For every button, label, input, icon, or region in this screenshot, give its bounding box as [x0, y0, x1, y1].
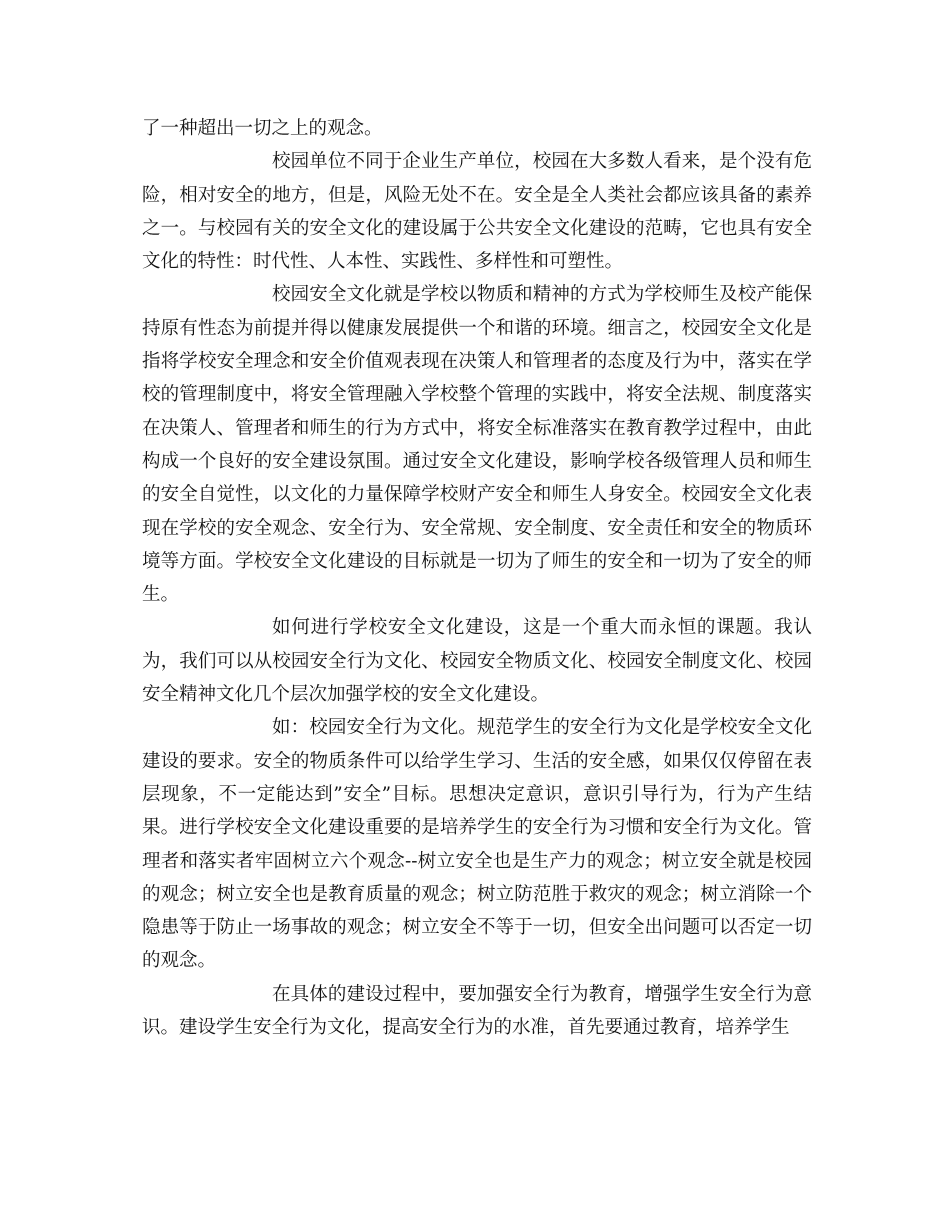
paragraph-4: 如何进行学校安全文化建设，这是一个重大而永恒的课题。我认为，我们可以从校园安全行为文化、校园安全物质文化、校园安全制度文化、校园安全精神文化几个层次加强学校的安全文化建设。	[142, 617, 812, 706]
paragraph-5: 如：校园安全行为文化。规范学生的安全行为文化是学校安全文化建设的要求。安全的物质条件可以给学生学习、生活的安全感，如果仅仅停留在表层现象，不一定能达到”安全”目标。思想决定意识，意识引导行为，行为产生结果。进行学校安全文化建设重要的是培养学生的安全行为习惯和安全行为文化。管理者和落实者牢固树立六个观念--树立安全也是生产力的观念；树立安全就是校园的观念；树立安全也是教育质量的观念；树立防范胜于救灾的观念；树立消除一个隐患等于防止一场事故的观念；树立安全不等于一切，但安全出问题可以否定一切的观念。	[142, 717, 812, 972]
paragraph-1: 了一种超出一切之上的观念。	[142, 118, 383, 139]
document-body	[142, 112, 812, 1044]
paragraph-6: 在具体的建设过程中，要加强安全行为教育，增强学生安全行为意识。建设学生安全行为文化，提高安全行为的水准，首先要通过教育，培养学生	[142, 983, 812, 1039]
paragraph-2: 校园单位不同于企业生产单位，校园在大多数人看来，是个没有危险，相对安全的地方，但是，风险无处不在。安全是全人类社会都应该具备的素养之一。与校园有关的安全文化的建设属于公共安全文化建设的范畴，它也具有安全文化的特性：时代性、人本性、实践性、多样性和可塑性。	[142, 151, 812, 273]
paragraph-3: 校园安全文化就是学校以物质和精神的方式为学校师生及校产能保持原有性态为前提并得以健康发展提供一个和谐的环境。细言之，校园安全文化是指将学校安全理念和安全价值观表现在决策人和管理者的态度及行为中，落实在学校的管理制度中，将安全管理融入学校整个管理的实践中，将安全法规、制度落实在决策人、管理者和师生的行为方式中，将安全标准落实在教育教学过程中，由此构成一个良好的安全建设氛围。通过安全文化建设，影响学校各级管理人员和师生的安全自觉性，以文化的力量保障学校财产安全和师生人身安全。校园安全文化表现在学校的安全观念、安全行为、安全常规、安全制度、安全责任和安全的物质环境等方面。学校安全文化建设的目标就是一切为了师生的安全和一切为了安全的师生。	[142, 284, 812, 606]
